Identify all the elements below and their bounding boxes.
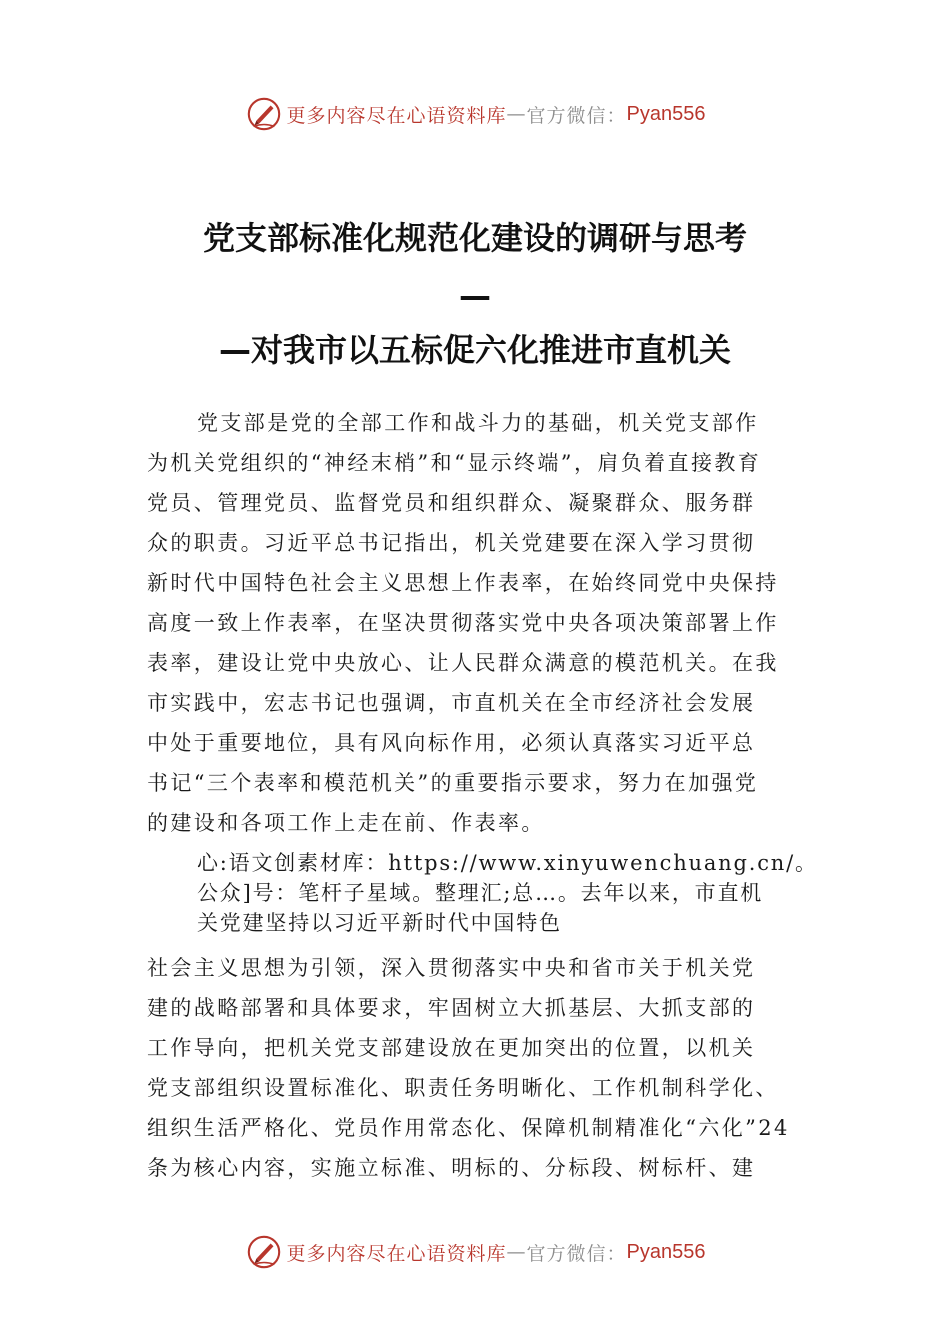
- text-line: 书记“三个表率和模范机关”的重要指示要求，努力在加强党: [147, 771, 759, 795]
- text-line: 党支部是党的全部工作和战斗力的基础，机关党支部作: [197, 411, 759, 435]
- text-line: 中处于重要地位，具有风向标作用，必须认真落实习近平总: [147, 731, 756, 755]
- text-line: 工作导向，把机关党支部建设放在更加突出的位置，以机关: [147, 1036, 756, 1060]
- banner-slogan: 更多内容尽在心语资料库: [286, 104, 507, 127]
- text-line: 新时代中国特色社会主义思想上作表率，在始终同党中央保持: [147, 571, 779, 595]
- banner-wechat-id: Pyan556: [626, 102, 706, 125]
- document-title-line-1: 党支部标准化规范化建设的调研与思考: [202, 219, 747, 257]
- text-line: 众的职责。习近平总书记指出，机关党建要在深入学习贯彻: [147, 531, 756, 555]
- text-line: 条为核心内容，实施立标准、明标的、分标段、树标杆、建: [147, 1156, 756, 1180]
- text-line: 党支部组织设置标准化、职责任务明晰化、工作机制科学化、: [147, 1076, 779, 1100]
- text-line: 组织生活严格化、党员作用常态化、保障机制精准化“六化”24: [147, 1116, 790, 1140]
- footer-banner: [0, 1232, 950, 1272]
- text-line: 的建设和各项工作上走在前、作表率。: [147, 811, 545, 835]
- document-title-line-2: —: [459, 277, 491, 315]
- annotation-line: 心:语文创素材库：https://www.xinyuwenchuang.cn/。: [197, 851, 818, 875]
- text-line: 高度一致上作表率，在坚决贯彻落实党中央各项决策部署上作: [147, 611, 779, 635]
- text-line: 市实践中，宏志书记也强调，市直机关在全市经济社会发展: [147, 691, 756, 715]
- text-line: 为机关党组织的“神经末梢”和“显示终端”，肩负着直接教育: [147, 451, 762, 475]
- banner-wechat-id: Pyan556: [626, 1240, 706, 1263]
- document-title-line-3: —对我市以五标促六化推进市直机关: [218, 331, 731, 369]
- banner-wechat-label: 官方微信：: [526, 1242, 627, 1265]
- banner-separator: —: [506, 103, 527, 125]
- annotation-line: 公众]号：笔杆子星域。整理汇;总…。去年以来，市直机: [197, 881, 764, 905]
- banner-wechat-label: 官方微信：: [526, 104, 627, 127]
- annotation-line: 关党建坚持以习近平新时代中国特色: [197, 911, 562, 935]
- banner-separator: —: [506, 1241, 527, 1263]
- text-line: 社会主义思想为引领，深入贯彻落实中央和省市关于机关党: [147, 956, 756, 980]
- pen-logo-icon: [245, 1233, 283, 1271]
- banner-slogan: 更多内容尽在心语资料库: [286, 1242, 507, 1265]
- header-banner: [0, 94, 950, 134]
- pen-logo-icon: [245, 95, 283, 133]
- text-line: 建的战略部署和具体要求，牢固树立大抓基层、大抓支部的: [147, 996, 756, 1020]
- text-line: 党员、管理党员、监督党员和组织群众、凝聚群众、服务群: [147, 491, 756, 515]
- text-line: 表率，建设让党中央放心、让人民群众满意的模范机关。在我: [147, 651, 779, 675]
